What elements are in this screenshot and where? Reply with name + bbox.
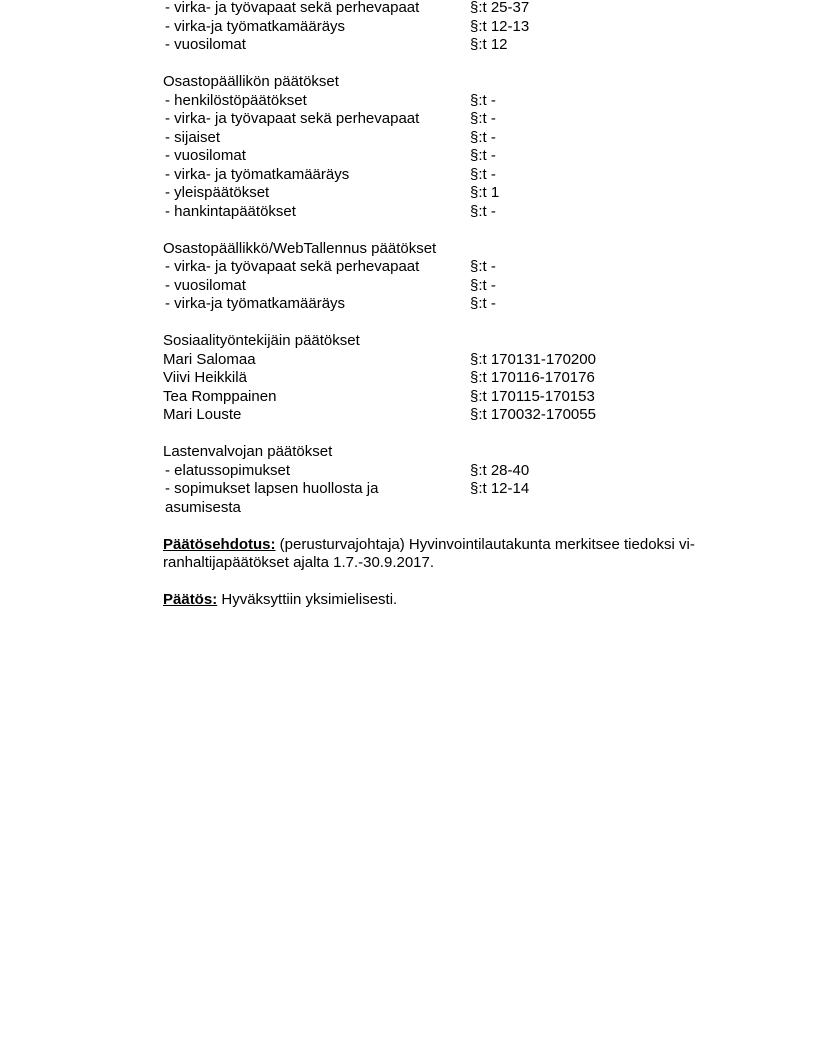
- decision-item: - sijaiset: [165, 128, 221, 146]
- decision-ref: §:t 170032-170055: [470, 406, 596, 423]
- decision-item: Mari Louste: [163, 406, 242, 423]
- decision-ref: §:t -: [470, 165, 496, 183]
- decision-row: [163, 277, 743, 296]
- decision-row: [163, 203, 743, 222]
- proposal-label: Päätösehdotus:: [163, 535, 276, 553]
- decision-item: - sopimukset lapsen huollosta ja asumisesta: [165, 480, 379, 516]
- decision-item: - virka- ja työvapaat sekä perhevapaat: [165, 0, 420, 16]
- spacer: [163, 221, 743, 240]
- document-page: [163, 0, 743, 610]
- decision-ref: §:t -: [470, 91, 496, 109]
- decision-ref: §:t -: [470, 147, 496, 164]
- decision-ref: §:t 28-40: [470, 461, 530, 479]
- spacer: [163, 314, 743, 333]
- decision-row: [163, 129, 743, 148]
- section-heading: Lastenvalvojan päätökset: [163, 443, 333, 460]
- decision-row: [163, 462, 743, 481]
- proposal-text: (perusturvajohtaja) Hyvinvointilautakunta merkitsee tiedoksi vi-ranhaltijapäätökset ajalta 1.7.-30.9.2017.: [163, 535, 695, 571]
- decision-row: [163, 258, 743, 277]
- decision-list-section: [163, 240, 743, 314]
- decision-ref: §:t -: [470, 110, 496, 127]
- decision-row: [163, 110, 743, 129]
- decision-item: - hankintapäätökset: [165, 202, 296, 220]
- decision-row: [163, 92, 743, 111]
- decision-ref: §:t -: [470, 202, 496, 220]
- decision-ref: §:t -: [470, 258, 496, 275]
- decision-item: Mari Salomaa: [163, 350, 256, 368]
- decision-list-section: [163, 443, 743, 517]
- decision-item: Viivi Heikkilä: [163, 369, 247, 386]
- decision-item: - vuosilomat: [165, 276, 246, 294]
- decision-item: - elatussopimukset: [165, 461, 291, 479]
- decision-item: - virka-ja työmatkamääräys: [165, 295, 346, 312]
- decision-row: [163, 295, 743, 314]
- decision-row: [163, 369, 743, 388]
- decision-ref: §:t 12-14: [470, 480, 530, 497]
- decision-ref: §:t -: [470, 276, 496, 294]
- decision-ref: §:t 170115-170153: [470, 387, 595, 405]
- section-heading: Osastopäällikkö/WebTallennus päätökset: [163, 239, 437, 257]
- section-heading: Osastopäällikön päätökset: [163, 73, 339, 90]
- spacer: [163, 425, 743, 444]
- decision-item: - henkilöstöpäätökset: [165, 91, 307, 109]
- decision-item: - virka- ja työvapaat sekä perhevapaat: [165, 110, 420, 127]
- spacer: [163, 55, 743, 74]
- decision-row: [163, 36, 743, 55]
- decision-row: [163, 388, 743, 407]
- decision-item: Tea Romppainen: [163, 387, 277, 405]
- decision-ref: §:t -: [470, 295, 496, 312]
- decision-ref: §:t 12-13: [470, 17, 530, 35]
- decision-row: [163, 406, 743, 425]
- spacer: [163, 517, 743, 536]
- decision-row: [163, 166, 743, 185]
- decision-item: - yleispäätökset: [165, 184, 270, 201]
- decision-row: [163, 147, 743, 166]
- decision-row: [163, 480, 743, 517]
- section-heading: Sosiaalityöntekijäin päätökset: [163, 332, 360, 349]
- decision-text: Hyväksyttiin yksimielisesti.: [217, 591, 398, 608]
- decision-ref: §:t 170116-170176: [470, 369, 595, 386]
- decision-label: Päätös:: [163, 591, 218, 608]
- decision-item: - virka- ja työmatkamääräys: [165, 165, 350, 183]
- decision-row: [163, 351, 743, 370]
- decision-list-section: [163, 0, 743, 55]
- decision-item: - vuosilomat: [165, 36, 246, 53]
- decision-list-section: [163, 332, 743, 425]
- decision-row: [163, 0, 743, 18]
- decision-ref: §:t 170131-170200: [470, 350, 596, 368]
- spacer: [163, 573, 743, 592]
- decision-ref: §:t 12: [470, 36, 508, 53]
- decision-row: [163, 184, 743, 203]
- decision-paragraph: [163, 591, 738, 610]
- decision-ref: §:t -: [470, 128, 496, 146]
- decision-ref: §:t 25-37: [470, 0, 530, 16]
- decision-list-section: [163, 73, 743, 221]
- decision-item: - virka- ja työvapaat sekä perhevapaat: [165, 258, 420, 275]
- decision-row: [163, 18, 743, 37]
- decision-item: - virka-ja työmatkamääräys: [165, 17, 346, 35]
- proposal-paragraph: [163, 536, 738, 573]
- decision-item: - vuosilomat: [165, 147, 246, 164]
- decision-ref: §:t 1: [470, 184, 500, 201]
